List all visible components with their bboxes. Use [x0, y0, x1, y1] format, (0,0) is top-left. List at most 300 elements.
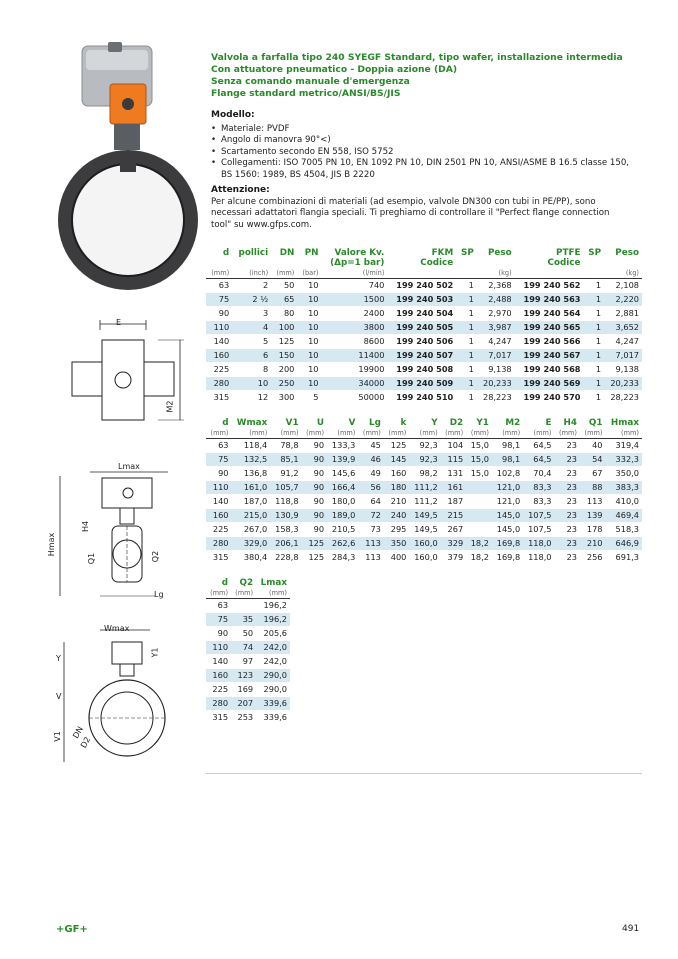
table-cell: 2400 — [322, 307, 388, 321]
table-cell: 379 — [441, 551, 467, 565]
column-header: d — [222, 248, 230, 258]
table-cell: 12 — [232, 391, 271, 405]
table-cell: 149,5 — [409, 523, 440, 537]
table-cell: 518,3 — [606, 523, 642, 537]
table-cell: 50 — [271, 279, 297, 293]
column-unit: (mm) — [269, 589, 287, 597]
table-cell: 9,138 — [604, 363, 642, 377]
table-cell: 90 — [302, 495, 328, 509]
table-cell: 88 — [580, 481, 606, 495]
table-cell: 199 240 563 — [515, 293, 584, 307]
column-unit: (kg) — [498, 269, 512, 277]
table-cell: 19900 — [322, 363, 388, 377]
table-cell: 140 — [206, 335, 232, 349]
table-cell: 75 — [206, 453, 232, 467]
column-header-sub — [206, 258, 232, 268]
table-cell: 107,5 — [523, 509, 554, 523]
table-cell: 1 — [456, 377, 477, 391]
table-cell: 10 — [297, 321, 321, 335]
table-cell: 1 — [456, 293, 477, 307]
table-cell: 10 — [297, 349, 321, 363]
column-unit: (mm) — [470, 429, 489, 437]
table-cell: 160 — [384, 467, 410, 481]
table-cell: 4,247 — [604, 335, 642, 349]
heading-line-4: Flange standard metrico/ANSI/BS/JIS — [211, 88, 401, 99]
table-cell: 98,1 — [492, 439, 523, 453]
column-unit: (mm) — [210, 429, 229, 437]
table-cell: 295 — [384, 523, 410, 537]
table-cell: 115 — [441, 453, 467, 467]
table-cell: 1 — [584, 279, 605, 293]
table-row — [206, 655, 290, 669]
attention-text: Per alcune combinazioni di materiali (ad esempio, valvole DN300 con tubi in PE/PP), sono necessari adattatori flangia speciali. Ti preghiamo di controllare il "Perfect flange connection tool" su www.gfps.com. — [211, 197, 610, 230]
table-cell: 740 — [322, 279, 388, 293]
table-cell: 90 — [302, 467, 328, 481]
table-cell: 23 — [555, 467, 581, 481]
table-row — [206, 509, 642, 523]
column-unit: (kg) — [625, 269, 639, 277]
table-cell: 2,108 — [604, 279, 642, 293]
table-cell: 28,223 — [477, 391, 515, 405]
table-cell: 80 — [271, 307, 297, 321]
table-cell: 133,3 — [327, 439, 358, 453]
table-row — [206, 683, 290, 697]
table-cell: 40 — [580, 439, 606, 453]
table-row — [206, 293, 642, 307]
table-cell: 8600 — [322, 335, 388, 349]
attention-title: Attenzione: — [211, 185, 270, 195]
table-cell: 1 — [584, 349, 605, 363]
table-cell: 64,5 — [523, 439, 554, 453]
table-cell: 140 — [206, 495, 232, 509]
table-cell: 199 240 510 — [387, 391, 456, 405]
table-cell: 74 — [231, 641, 256, 655]
dim-label-lg: Lg — [154, 590, 164, 599]
bullet-item: • Angolo di manovra 90°<) — [211, 135, 641, 146]
table-cell: 118,8 — [270, 495, 301, 509]
table-cell: 10 — [297, 279, 321, 293]
table-row — [206, 481, 642, 495]
table-cell: 65 — [271, 293, 297, 307]
table-cell: 15,0 — [466, 453, 492, 467]
column-header: H4 — [563, 418, 578, 428]
table-cell: 199 240 507 — [387, 349, 456, 363]
table-cell: 28,223 — [604, 391, 642, 405]
table-cell: 380,4 — [232, 551, 271, 565]
model-title: Modello: — [211, 110, 255, 120]
table-cell: 3800 — [322, 321, 388, 335]
table-cell: 280 — [206, 377, 232, 391]
table-row — [206, 551, 642, 565]
table-cell: 131 — [441, 467, 467, 481]
table-row — [206, 669, 290, 683]
table-cell: 160 — [206, 509, 232, 523]
table-cell: 98,2 — [409, 467, 440, 481]
table-cell: 267 — [441, 523, 467, 537]
column-unit: (l/min) — [362, 269, 385, 277]
column-header: Valore Kv. — [334, 248, 385, 258]
dim-label-y: Y — [56, 654, 61, 663]
table-cell: 3,652 — [604, 321, 642, 335]
dim-label-wmax: Wmax — [104, 624, 130, 633]
table-cell — [466, 523, 492, 537]
page-number: 491 — [622, 924, 640, 934]
divider — [205, 773, 642, 774]
table-cell: 1 — [584, 335, 605, 349]
gf-logo: +GF+ — [56, 924, 88, 935]
table-cell: 90 — [302, 453, 328, 467]
table-row — [206, 307, 642, 321]
column-header-sub: Codice — [420, 258, 454, 268]
table-cell: 1500 — [322, 293, 388, 307]
table-cell: 339,6 — [256, 711, 290, 725]
column-header-sub — [477, 258, 515, 268]
column-header: D2 — [449, 418, 464, 428]
table-row — [206, 641, 290, 655]
table-cell: 90 — [206, 307, 232, 321]
table-cell: 90 — [302, 481, 328, 495]
table-cell: 284,3 — [327, 551, 358, 565]
table-cell: 136,8 — [232, 467, 271, 481]
table-cell: 7,017 — [477, 349, 515, 363]
table-cell: 63 — [206, 599, 231, 613]
column-unit: (mm) — [584, 429, 603, 437]
table-cell: 90 — [302, 523, 328, 537]
table-row — [206, 321, 642, 335]
table-cell: 18,2 — [466, 537, 492, 551]
column-unit: (mm) — [235, 589, 254, 597]
table-cell: 83,3 — [523, 481, 554, 495]
column-unit: (bar) — [302, 269, 319, 277]
table-cell: 10 — [232, 377, 271, 391]
table-cell: 280 — [206, 537, 232, 551]
table-cell: 9,138 — [477, 363, 515, 377]
table-cell: 383,3 — [606, 481, 642, 495]
table-cell: 1 — [584, 391, 605, 405]
table-cell: 23 — [555, 495, 581, 509]
table-cell: 73 — [358, 523, 384, 537]
table-cell: 225 — [206, 683, 231, 697]
table-cell: 8 — [232, 363, 271, 377]
bullet-item: • Scartamento secondo EN 558, ISO 5752 — [211, 147, 641, 158]
table-cell: 130,9 — [270, 509, 301, 523]
column-header-sub: Codice — [547, 258, 581, 268]
table-cell: 160,0 — [409, 537, 440, 551]
table-cell: 11400 — [322, 349, 388, 363]
table-cell: 20,233 — [477, 377, 515, 391]
column-header: Wmax — [236, 418, 268, 428]
table-cell: 1 — [456, 349, 477, 363]
table-cell: 64,5 — [523, 453, 554, 467]
table-row — [206, 613, 290, 627]
table-cell: 280 — [206, 697, 231, 711]
column-header: Q1 — [588, 418, 603, 428]
column-header: FKM — [431, 248, 454, 258]
table-cell: 187,0 — [232, 495, 271, 509]
column-header: Peso — [615, 248, 639, 258]
column-header: V — [348, 418, 356, 428]
table-row — [206, 537, 642, 551]
table-cell: 196,2 — [256, 613, 290, 627]
dim-label-v: V — [56, 692, 62, 701]
column-header: Hmax — [610, 418, 639, 428]
table-cell: 169,8 — [492, 551, 523, 565]
table-row — [206, 495, 642, 509]
table-codes — [206, 248, 642, 405]
column-header: PTFE — [556, 248, 581, 258]
table-cell: 215,0 — [232, 509, 271, 523]
table-cell: 189,0 — [327, 509, 358, 523]
table-cell: 4,247 — [477, 335, 515, 349]
table-cell: 145 — [384, 453, 410, 467]
table-cell: 118,4 — [232, 439, 271, 453]
column-unit — [456, 268, 477, 279]
drawing-front-view — [40, 460, 190, 610]
table-cell: 118,0 — [523, 537, 554, 551]
table-cell: 4 — [232, 321, 271, 335]
table-cell: 110 — [206, 481, 232, 495]
table-cell: 199 240 565 — [515, 321, 584, 335]
table-cell: 6 — [232, 349, 271, 363]
table-cell: 64 — [358, 495, 384, 509]
table-row — [206, 599, 290, 613]
table-row — [206, 391, 642, 405]
table-cell: 140 — [206, 655, 231, 669]
table-cell: 10 — [297, 377, 321, 391]
table-cell: 228,8 — [270, 551, 301, 565]
heading-line-3: Senza comando manuale d'emergenza — [211, 76, 410, 87]
column-header: d — [222, 418, 229, 428]
table-cell: 315 — [206, 711, 231, 725]
table-cell: 50000 — [322, 391, 388, 405]
table-cell: 210 — [384, 495, 410, 509]
column-unit: (mm) — [337, 429, 356, 437]
column-unit: (mm) — [419, 429, 438, 437]
table-cell: 2,488 — [477, 293, 515, 307]
table-cell: 72 — [358, 509, 384, 523]
table-cell: 1 — [584, 321, 605, 335]
table-cell: 1 — [584, 363, 605, 377]
table-cell: 145,6 — [327, 467, 358, 481]
table-cell: 113 — [358, 551, 384, 565]
table-cell: 54 — [580, 453, 606, 467]
table-cell: 242,0 — [256, 641, 290, 655]
table-row — [206, 363, 642, 377]
column-unit — [515, 268, 584, 279]
table-cell: 1 — [584, 377, 605, 391]
table-cell: 90 — [302, 509, 328, 523]
table-cell: 169 — [231, 683, 256, 697]
table-cell: 20,233 — [604, 377, 642, 391]
table-cell: 23 — [555, 551, 581, 565]
table-cell: 125 — [271, 335, 297, 349]
table-cell: 18,2 — [466, 551, 492, 565]
table-cell: 410,0 — [606, 495, 642, 509]
table-row — [206, 523, 642, 537]
table-cell: 2,970 — [477, 307, 515, 321]
table-cell: 253 — [231, 711, 256, 725]
column-unit: (mm) — [559, 429, 578, 437]
column-unit: (mm) — [249, 429, 268, 437]
column-header: Q2 — [239, 578, 254, 588]
table-cell: 91,2 — [270, 467, 301, 481]
table-cell: 2 ½ — [232, 293, 271, 307]
table-row — [206, 627, 290, 641]
table-cell: 199 240 570 — [515, 391, 584, 405]
dim-label-q1: Q1 — [87, 552, 97, 565]
table-cell: 199 240 503 — [387, 293, 456, 307]
table-cell: 1 — [456, 321, 477, 335]
table-row — [206, 377, 642, 391]
table-cell: 350 — [384, 537, 410, 551]
table-cell: 145,0 — [492, 509, 523, 523]
column-unit: (mm) — [210, 589, 229, 597]
table-cell: 1 — [584, 293, 605, 307]
table-cell: 200 — [271, 363, 297, 377]
table-cell: 1 — [584, 307, 605, 321]
column-header: SP — [460, 248, 474, 258]
table-cell: 125 — [302, 537, 328, 551]
table-cell: 319,4 — [606, 439, 642, 453]
table-q2-lmax — [206, 578, 290, 725]
dim-label-lmax: Lmax — [118, 462, 140, 471]
table-cell: 121,0 — [492, 481, 523, 495]
table-cell: 85,1 — [270, 453, 301, 467]
column-header: k — [400, 418, 407, 428]
table-cell: 35 — [231, 613, 256, 627]
column-header: Peso — [487, 248, 512, 258]
table-cell — [466, 495, 492, 509]
table-cell: 180 — [384, 481, 410, 495]
column-header: Y1 — [476, 418, 489, 428]
table-cell: 315 — [206, 551, 232, 565]
table-cell: 34000 — [322, 377, 388, 391]
column-unit: (mm) — [276, 269, 295, 277]
table-cell: 23 — [555, 509, 581, 523]
drawing-top-view — [58, 318, 190, 436]
table-cell: 1 — [456, 335, 477, 349]
table-cell: 225 — [206, 523, 232, 537]
table-cell: 199 240 505 — [387, 321, 456, 335]
table-cell — [231, 599, 256, 613]
table-cell: 3,987 — [477, 321, 515, 335]
table-cell: 7,017 — [604, 349, 642, 363]
table-cell: 250 — [271, 377, 297, 391]
table-cell: 1 — [456, 279, 477, 293]
table-cell: 350,0 — [606, 467, 642, 481]
column-header-sub — [232, 258, 271, 268]
table-cell: 104 — [441, 439, 467, 453]
table-cell: 10 — [297, 363, 321, 377]
table-cell: 199 240 569 — [515, 377, 584, 391]
table-cell: 111,2 — [409, 495, 440, 509]
table-cell: 145,0 — [492, 523, 523, 537]
table-cell: 400 — [384, 551, 410, 565]
table-cell: 1 — [456, 391, 477, 405]
table-cell: 110 — [206, 641, 231, 655]
table-cell: 315 — [206, 391, 232, 405]
table-cell: 5 — [232, 335, 271, 349]
column-header: pollici — [238, 248, 269, 258]
dim-label-m2: M2 — [165, 400, 175, 413]
valve-product-image — [50, 40, 200, 302]
heading-line-1: Valvola a farfalla tipo 240 SYEGF Standard, tipo wafer, installazione intermedia — [211, 52, 623, 63]
column-header: V1 — [285, 418, 299, 428]
table-cell: 15,0 — [466, 439, 492, 453]
table-cell: 49 — [358, 467, 384, 481]
table-cell: 100 — [271, 321, 297, 335]
table-cell: 121,0 — [492, 495, 523, 509]
table-cell: 160 — [206, 349, 232, 363]
column-header: PN — [304, 248, 319, 258]
table-cell: 2,881 — [604, 307, 642, 321]
table-dimensions — [206, 418, 642, 565]
dim-label-y1: Y1 — [150, 647, 160, 658]
table-cell: 97 — [231, 655, 256, 669]
table-cell: 199 240 506 — [387, 335, 456, 349]
table-cell: 199 240 508 — [387, 363, 456, 377]
table-cell: 339,6 — [256, 697, 290, 711]
table-row — [206, 467, 642, 481]
table-cell: 646,9 — [606, 537, 642, 551]
table-row — [206, 453, 642, 467]
column-header: d — [221, 578, 229, 588]
table-cell: 262,6 — [327, 537, 358, 551]
table-cell: 70,4 — [523, 467, 554, 481]
table-cell: 161,0 — [232, 481, 271, 495]
table-cell: 196,2 — [256, 599, 290, 613]
table-cell: 180,0 — [327, 495, 358, 509]
column-unit: (inch) — [249, 269, 269, 277]
table-cell: 267,0 — [232, 523, 271, 537]
table-cell: 210,5 — [327, 523, 358, 537]
column-header-sub — [604, 258, 642, 268]
table-cell: 1 — [456, 363, 477, 377]
table-cell: 691,3 — [606, 551, 642, 565]
column-header: E — [545, 418, 552, 428]
column-header: M2 — [505, 418, 521, 428]
table-cell: 78,8 — [270, 439, 301, 453]
table-cell: 123 — [231, 669, 256, 683]
dim-label-dn: DN — [71, 724, 86, 741]
bullet-item: • Collegamenti: ISO 7005 PN 10, EN 1092 PN 10, DIN 2501 PN 10, ANSI/ASME B 16.5 classe 150, BS 1560: 1989, BS 4504, JIS B 2220 — [211, 158, 641, 181]
table-cell: 199 240 509 — [387, 377, 456, 391]
table-cell: 46 — [358, 453, 384, 467]
column-header-sub — [456, 258, 477, 268]
table-row — [206, 711, 290, 725]
column-header-sub — [297, 258, 321, 268]
table-cell: 199 240 567 — [515, 349, 584, 363]
product-heading — [211, 52, 623, 100]
table-cell: 75 — [206, 293, 232, 307]
table-cell: 83,3 — [523, 495, 554, 509]
table-cell: 469,4 — [606, 509, 642, 523]
table-cell: 149,5 — [409, 509, 440, 523]
table-cell: 125 — [302, 551, 328, 565]
table-cell: 150 — [271, 349, 297, 363]
table-cell: 110 — [206, 321, 232, 335]
table-cell: 225 — [206, 363, 232, 377]
table-cell: 92,3 — [409, 453, 440, 467]
table-cell: 105,7 — [270, 481, 301, 495]
column-header: Lg — [368, 418, 381, 428]
table-row — [206, 279, 642, 293]
table-cell: 10 — [297, 293, 321, 307]
table-cell: 139,9 — [327, 453, 358, 467]
table-cell: 329 — [441, 537, 467, 551]
table-cell: 199 240 504 — [387, 307, 456, 321]
table-cell: 242,0 — [256, 655, 290, 669]
